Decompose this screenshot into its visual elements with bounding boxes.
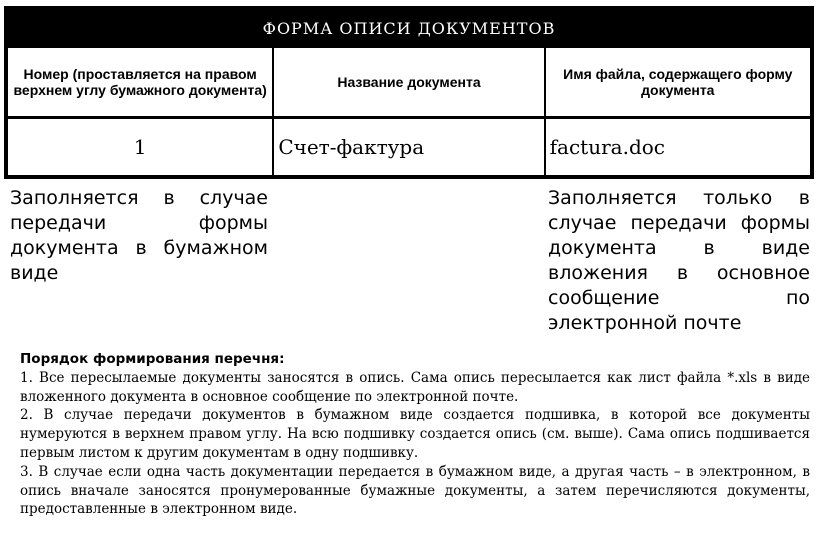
note-paper-form: Заполняется в случае передачи формы документа в бумажном виде (10, 187, 268, 284)
column-header-file: Имя файла, содержащего форму документа (545, 47, 812, 118)
form-title: ФОРМА ОПИСИ ДОКУМЕНТОВ (6, 8, 812, 47)
rules-item-1: 1. Все пересылаемые документы заносятся в опись. Сама опись пересылается как лист файла *.xls в виде вложенного документа в основное сообщение по электронной почте. (20, 369, 810, 405)
rules-section (20, 350, 810, 519)
inventory-form-table (4, 6, 814, 179)
rules-item-3: 3. В случае если одна часть документации передается в бумажном виде, а другая часть – в электронном, в опись вначале заносятся пронумерованные бумажные документы, а затем перечисляются документы, предоставленные в электронном виде. (20, 463, 810, 518)
rules-heading: Порядок формирования перечня: (20, 351, 285, 367)
table-row (6, 118, 812, 178)
cell-file-name: factura.doc (545, 118, 812, 178)
column-header-name: Название документа (273, 47, 544, 118)
column-header-number: Номер (проставляется на правом верхнем углу бумажного документа) (6, 47, 273, 118)
cell-number: 1 (6, 118, 273, 178)
form-title-row (6, 8, 812, 47)
column-header-row (6, 47, 812, 118)
cell-document-name: Счет-фактура (273, 118, 544, 178)
rules-item-2: 2. В случае передачи документов в бумажном виде создается подшивка, в которой все документы нумеруются в верхнем правом углу. На всю подшивку создается опись (см. выше). Сама опись подшивается первым листом к другим документам в одну подшивку. (20, 407, 810, 461)
note-electronic-attachment: Заполняется только в случае передачи формы документа в виде вложения в основное сообщение по электронной почте (548, 187, 810, 334)
